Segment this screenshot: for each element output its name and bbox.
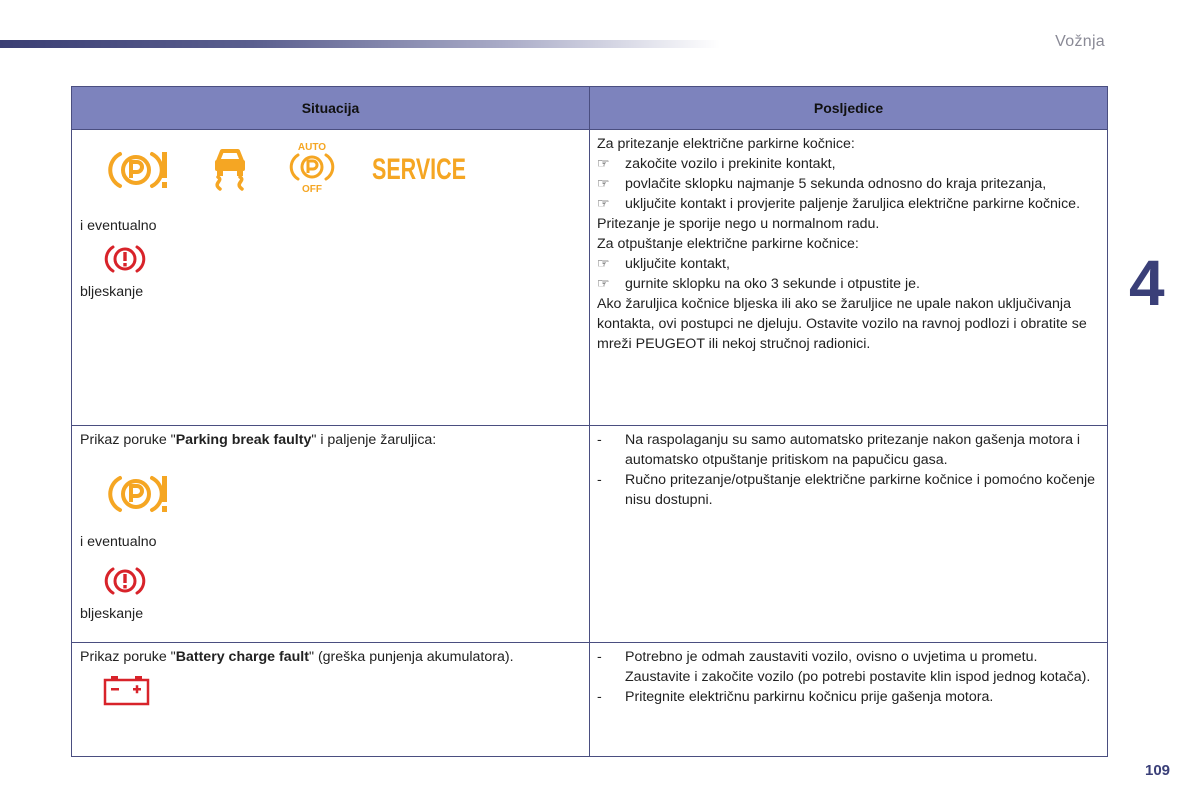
text-paragraph: Za otpuštanje električne parkirne kočnice: [597, 236, 859, 252]
text-paragraph: Pritezanje je sporije nego u normalnom radu. [597, 216, 880, 232]
bullet-hand-icon: ☞ [597, 256, 610, 272]
situation-cell [72, 426, 590, 643]
warning-table [71, 86, 1108, 757]
list-item [597, 154, 1099, 174]
list-item [597, 174, 1099, 194]
dash-bullet: - [597, 689, 602, 705]
list-item-text: zakočite vozilo i prekinite kontakt, [625, 156, 836, 172]
brake-alert-icon [80, 242, 581, 276]
service-icon [372, 149, 472, 191]
message-line: Prikaz poruke "Battery charge fault" (greška punjenja akumulatora). [80, 649, 514, 665]
flashing-label: bljeskanje [80, 284, 144, 300]
eventually-label: i eventualno [80, 534, 157, 550]
consequences-cell [590, 130, 1108, 426]
svg-text:AUTO: AUTO [297, 142, 327, 153]
consequences-cell [590, 426, 1108, 643]
parking-brake-fault-icon [80, 472, 581, 516]
list-item [597, 470, 1099, 510]
list-item-text: Potrebno je odmah zaustaviti vozilo, ovisno o uvjetima u prometu. Zaustavite i zakočite vozilo (po potrebi postavite klin ispod jednog kotača). [625, 649, 1091, 685]
brake-alert-icon [80, 564, 581, 598]
situation-cell [72, 643, 590, 757]
list-item-text: uključite kontakt i provjerite paljenje žaruljica električne parkirne kočnice. [625, 196, 1081, 212]
svg-text:SERVICE: SERVICE [372, 153, 466, 186]
list-item [597, 647, 1099, 687]
column-header-consequences: Posljedice [590, 87, 1108, 130]
svg-text:OFF: OFF [302, 184, 322, 195]
table-row [72, 643, 1108, 757]
esp-skid-icon [208, 143, 252, 197]
list-item-text: povlačite sklopku najmanje 5 sekunda odnosno do kraja pritezanja, [625, 176, 1047, 192]
message-name: Battery charge fault [175, 649, 309, 665]
list-item-text: Pritegnite električnu parkirnu kočnicu prije gašenja motora. [625, 689, 994, 705]
table-row [72, 130, 1108, 426]
bullet-hand-icon: ☞ [597, 176, 610, 192]
column-header-situation: Situacija [72, 87, 590, 130]
warning-icons-row [80, 134, 581, 206]
bullet-hand-icon: ☞ [597, 156, 610, 172]
list-item-text: gurnite sklopku na oko 3 sekunde i otpustite je. [625, 276, 920, 292]
section-title: Vožnja [1055, 33, 1105, 50]
bullet-hand-icon: ☞ [597, 196, 610, 212]
text-paragraph: Za pritezanje električne parkirne kočnice: [597, 136, 855, 152]
battery-icon [80, 673, 581, 707]
dash-bullet: - [597, 649, 602, 665]
list-item-text: Na raspolaganju su samo automatsko pritezanje nakon gašenja motora i automatsko otpuštanje pritiskom na papučicu gasa. [625, 432, 1081, 468]
flashing-label: bljeskanje [80, 606, 144, 622]
list-item [597, 430, 1099, 470]
eventually-label: i eventualno [80, 218, 157, 234]
list-item-text: uključite kontakt, [625, 256, 730, 272]
list-item [597, 687, 1099, 707]
page-number: 109 [1145, 762, 1171, 779]
bullet-hand-icon: ☞ [597, 276, 610, 292]
dash-bullet: - [597, 472, 602, 488]
consequences-cell [590, 643, 1108, 757]
header-gradient-bar [0, 40, 720, 48]
text-paragraph: Ako žaruljica kočnice bljeska ili ako se žaruljice ne upale nakon uključivanja kontakta, ovi postupci ne djeluju. Ostavite vozilo na ravnoj podlozi i obratite se mreži PEUGEOT ili nekoj stručnoj radionici. [597, 296, 1087, 352]
chapter-number: 4 [1129, 247, 1165, 319]
auto-p-off-icon [290, 141, 334, 199]
dash-bullet: - [597, 432, 602, 448]
parking-brake-fault-icon [108, 148, 170, 192]
situation-cell [72, 130, 590, 426]
list-item [597, 254, 1099, 274]
table-row [72, 426, 1108, 643]
list-item [597, 194, 1099, 214]
list-item-text: Ručno pritezanje/otpuštanje električne parkirne kočnice i pomoćno kočenje nisu dostupni. [625, 472, 1096, 508]
list-item [597, 274, 1099, 294]
message-line: Prikaz poruke "Parking break faulty" i paljenje žaruljica: [80, 432, 437, 448]
message-name: Parking break faulty [175, 432, 312, 448]
